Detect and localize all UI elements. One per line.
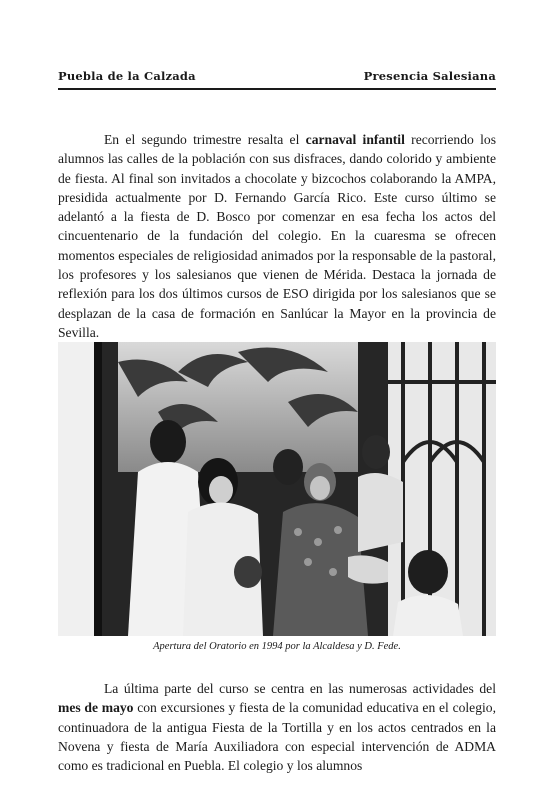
paragraph-bold-term: carnaval infantil [305, 132, 405, 147]
photo-illustration [58, 342, 496, 636]
paragraph-lead: En el segundo trimestre resalta el [104, 132, 306, 147]
header-book-title: Puebla de la Calzada [58, 69, 196, 83]
paragraph-carnival [58, 130, 496, 342]
photo-oratorio-opening [58, 342, 496, 636]
running-header [58, 69, 496, 83]
photo-caption: Apertura del Oratorio en 1994 por la Alcaldesa y D. Fede. [153, 641, 401, 652]
paragraph-body: con excursiones y fiesta de la comunidad educativa en el colegio, continuadora de la antigua Fiesta de la Tortilla y en los actos centrados en la Novena y fiesta de María Auxiliadora con especial intervención de ADMA como es tradicional en Puebla. El colegio y los alumnos [58, 700, 496, 774]
header-chapter-title: Presencia Salesiana [363, 69, 496, 83]
paragraph-may-month [58, 679, 496, 775]
paragraph-body: recorriendo los alumnos las calles de la población con sus disfraces, dando colorido y ambiente de fiesta. Al final son invitados a chocolate y bizcochos colaborando la AMPA, presidida actualmente por D. Fernando García Rico. Este curso último se adelantó a la fiesta de D. Bosco por comenzar en esa fecha los actos del cincuentenario de la fundación del colegio. En la cuaresma se ofrecen momentos especiales de religiosidad animados por la responsable de la pastoral, los profesores y los salesianos que vienen de Mérida. Destaca la jornada de reflexión para los dos últimos cursos de ESO dirigida por los salesianos que se desplazan de la casa de formación en Sanlúcar la Mayor en la provincia de Sevilla. [58, 132, 496, 340]
paragraph-lead: La última parte del curso se centra en las numerosas actividades del [104, 681, 496, 696]
paragraph-bold-term: mes de mayo [58, 700, 134, 716]
header-rule [58, 88, 496, 90]
